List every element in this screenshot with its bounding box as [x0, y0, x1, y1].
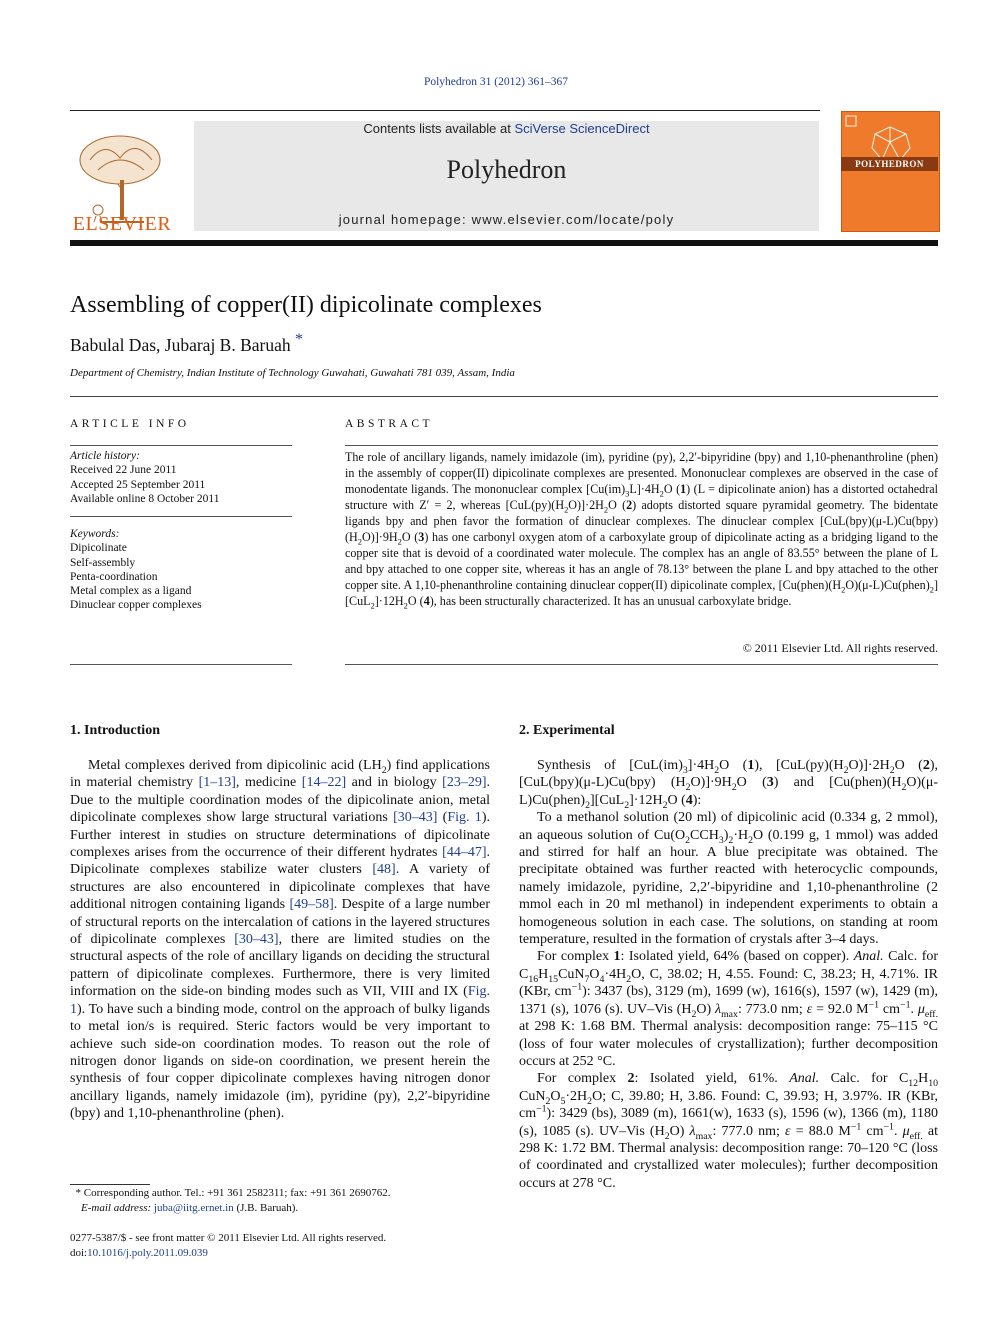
ref-link[interactable]: [30–43]: [234, 932, 279, 948]
footnote-rule: [70, 1184, 150, 1185]
keyword: Penta-coordination: [70, 570, 158, 583]
figure-link[interactable]: Fig. 1: [447, 810, 482, 826]
online-date: Available online 8 October 2011: [70, 492, 220, 505]
journal-homepage[interactable]: journal homepage: www.elsevier.com/locate/poly: [338, 212, 675, 227]
article-title: Assembling of copper(II) dipicolinate complexes: [70, 292, 542, 318]
email-suffix: (J.B. Baruah).: [236, 1201, 299, 1214]
ref-link[interactable]: [14–22]: [301, 775, 347, 791]
abstract-heading: ABSTRACT: [345, 418, 434, 430]
exp-paragraph: For complex 2: Isolated yield, 61%. Anal. Calc. for $C_{12}H_{10}$ $CuN_2O_5\cdot 2H_2O$; C, 39.80; H, 3.86. Found: C, 39.93; H, 3.97%. IR (KBr, $cm^{-1}$): 3429 (bs), 3089 (m), 1661(w), 1633 (s), 1596 (w), 1366 (m), 1180 (s), 1085 (s). UV–Vis $(H_2O)$ $\lambda_{max}$: 777.0 nm; ε = 88.0 $M^{-1}$ $cm^{-1}$. $\mu_{eff.}$ at 298 K: 1.72 BM. Thermal analysis: decomposition range: 70–120 °C (loss of coordinated and crystallized water molecules); further decomposition occurs at 278 °C.: [519, 1071, 939, 1191]
contents-line: [194, 121, 819, 136]
sciencedirect-link[interactable]: SciVerse ScienceDirect: [514, 121, 650, 136]
header-thick-rule: [70, 240, 938, 246]
section-rule: [70, 396, 938, 397]
keywords-block: [70, 527, 202, 613]
exp-paragraph: Synthesis of $[CuL(im)_3]\cdot 4H_2O$ (1), $[CuL(py)(H_2O)]\cdot 2H_2O$ (2), [CuL(bpy)(μ-L)Cu(bpy) $(H_2O)]\cdot 9H_2O$ (3) and $[Cu(phen)(H_2O)(\mu-L)Cu(phen)_2][CuL_2]\cdot 12H_2O$ (4):: [519, 758, 939, 811]
corresponding-author-footnote: [70, 1186, 391, 1215]
contents-prefix: Contents lists available at: [363, 121, 515, 136]
publisher-name: ELSEVIER: [72, 213, 172, 235]
keywords-rule: [70, 516, 292, 517]
doi-label: doi:: [70, 1246, 88, 1259]
header-rule: [70, 110, 820, 111]
article-info-bottom-rule: [70, 664, 292, 665]
ref-link[interactable]: [49–58]: [289, 897, 334, 913]
article-history: [70, 449, 219, 506]
article-info-rule: [70, 445, 292, 446]
ref-link[interactable]: [48]: [372, 862, 396, 878]
doi-line: [70, 1246, 386, 1261]
ref-link[interactable]: [1–13]: [198, 775, 236, 791]
journal-name: Polyhedron: [446, 155, 567, 184]
polyhedron-cover-icon: [842, 112, 939, 231]
history-label: Article history:: [70, 450, 140, 462]
accepted-date: Accepted 25 September 2011: [70, 478, 206, 491]
doi-link[interactable]: 10.1016/j.poly.2011.09.039: [87, 1246, 208, 1259]
ref-link[interactable]: [44–47]: [442, 845, 487, 861]
abstract-text: The role of ancillary ligands, namely imidazole (im), pyridine (py), 2,2′-bipyridine (bpy) and 1,10-phenanthroline (phen) in the assembly of copper(II) dipicolinate complexes are presented. Mononuclear complexes are observed in the case of monodentate ligands. The mononuclear complex $[Cu(im)_3L]\cdot 4H_2O$ (1) (L = dipicolinate anion) has a distorted octahedral structure with Z′ = 2, whereas $[CuL(py)(H_2O)]\cdot 2H_2O$ (2) adopts distorted square pyramidal geometry. The bidentate ligands bpy and phen favor the formation of dinuclear complexes. The dinuclear complex $[CuL(bpy)(\mu-L)Cu(bpy)(H_2O)]\cdot 9H_2O$ (3) has one carbonyl oxygen atom of a carboxylate group of dipicolinate acting as a bridging ligand to the copper site that is devoid of a coordinated water molecule. The complex has an angle of 83.55° between the plane of L and bpy attached to one copper site, whereas it has an angle of 78.13° between the plane L and bpy attached to the other copper site. A 1,10-phenanthroline containing dinuclear copper(II) dipicolinate complex, $[Cu(phen)(H_2O)(\mu-L)Cu(phen)_2][CuL_2]\cdot 12H_2O$ (4), has been structurally characterized. It has an unusual carboxylate bridge.: [345, 450, 938, 611]
experimental-body: [519, 757, 938, 1192]
journal-cover-image: [841, 111, 940, 232]
experimental-heading: 2. Experimental: [519, 723, 615, 738]
keywords-label: Keywords:: [70, 528, 120, 540]
keyword: Metal complex as a ligand: [70, 585, 192, 598]
issn-info: [70, 1231, 386, 1260]
abstract-bottom-rule: [345, 664, 938, 665]
journal-citation[interactable]: Polyhedron 31 (2012) 361–367: [423, 76, 569, 88]
keyword: Dipicolinate: [70, 542, 127, 555]
exp-paragraph: To a methanol solution (20 ml) of dipicolinic acid (0.334 g, 2 mmol), an aqueous solution of $Cu(O_2CCH_3)_2\cdot H_2O$ (0.199 g, 1 mmol) was added and stirred for half an hour. A blue precipitate was obtained. The precipitate obtained was further reacted with heterocyclic compounds, namely imidazole, pyridine, 2,2′-bipyridine and 1,10-phenanthroline (2 mmol each in 20 ml methanol) in independent experiments to obtain a homogeneous solution in each case. The solutions, on standing at room temperature, resulted in the formation of crystals after 3–4 days.: [519, 810, 939, 948]
footnote-email: [70, 1201, 391, 1216]
intro-paragraph: Metal complexes derived from dipicolinic acid $(LH_2)$ find applications in material chemistry [1–13], medicine [14–22] and in biology [23–29]. Due to the multiple coordination modes of the dipicolinate anion, metal dipicolinate complexes show large structural variations [30–43] (Fig. 1). Further interest in studies on structure determinations of dipicolinate complexes arises from the occurrence of their different hydrates [44–47]. Dipicolinate complexes stabilize water clusters [48]. A variety of structures are also encountered in dipicolinate complexes that have additional nitrogen containing ligands [49–58]. Despite of a large number of structural reports on the intercalation of cations in the layered structures of dipicolinate complexes [30–43], there are limited studies on the structural aspects of the role of ancillary ligands on deciding the structural pattern of dipicolinate complexes. Furthermore, there is very limited information on the side-on binding modes such as VII, VIII and IX (Fig. 1). To have such a binding mode, control on the approach of bulky ligands to metal ion/s is required. Steric factors would be very important to achieve such side-on coordination modes. To reason out the role of nitrogen donor ligands on side-on coordination, we present herein the synthesis of four copper dipicolinate complexes having nitrogen donor ancillary ligands, namely imidazole (im), pyridine (py), 2,2′-bipyridine (bpy) and 1,10-phenanthroline (phen).: [70, 758, 490, 1122]
issn-line: 0277-5387/$ - see front matter © 2011 Elsevier Ltd. All rights reserved.: [70, 1232, 387, 1244]
cover-title: POLYHEDRON: [841, 157, 938, 171]
ref-link[interactable]: [23–29]: [442, 775, 487, 791]
email-label: E-mail address:: [81, 1201, 152, 1214]
received-date: Received 22 June 2011: [70, 464, 177, 477]
authors-text: Babulal Das, Jubaraj B. Baruah: [70, 335, 291, 355]
exp-paragraph: For complex 1: Isolated yield, 64% (based on copper). Anal. Calc. for $C_{16}H_{15}CuN_7O_4\cdot 4H_2O$, C, 38.02; H, 4.55. Found: C, 38.23; H, 4.71%. IR (KBr, $cm^{-1}$): 3437 (bs), 3129 (m), 1699 (w), 1616(s), 1597 (w), 1429 (m), 1371 (s), 1076 (s). UV–Vis $(H_2O)$ $\lambda_{max}$: 773.0 nm; ε = 92.0 $M^{-1}$ $cm^{-1}$. $\mu_{eff.}$ at 298 K: 1.68 BM. Thermal analysis: decomposition range: 75–115 °C (loss of four water molecules of crystallization); further decomposition occurs at 252 °C.: [519, 949, 939, 1069]
introduction-body: [70, 757, 490, 1123]
corresponding-author-mark[interactable]: *: [295, 331, 304, 349]
ref-link[interactable]: [30–43]: [393, 810, 438, 826]
figure-link[interactable]: Fig. 1: [70, 984, 490, 1017]
email-link[interactable]: juba@iitg.ernet.in: [153, 1201, 234, 1214]
affiliation: Department of Chemistry, Indian Institute of Technology Guwahati, Guwahati 781 039, Assam, India: [70, 367, 515, 379]
abstract-copyright: © 2011 Elsevier Ltd. All rights reserved.: [742, 641, 938, 655]
article-info-heading: ARTICLE INFO: [70, 418, 190, 430]
keyword: Dinuclear copper complexes: [70, 599, 202, 612]
keyword: Self-assembly: [70, 556, 136, 569]
author-list: [70, 331, 304, 356]
footnote-contact: * Corresponding author. Tel.: +91 361 2582311; fax: +91 361 2690762.: [70, 1187, 391, 1199]
introduction-heading: 1. Introduction: [70, 723, 160, 738]
footnote-tel: Corresponding author. Tel.: +91 361 2582311; fax: +91 361 2690762.: [83, 1187, 391, 1199]
abstract-rule: [345, 445, 938, 446]
